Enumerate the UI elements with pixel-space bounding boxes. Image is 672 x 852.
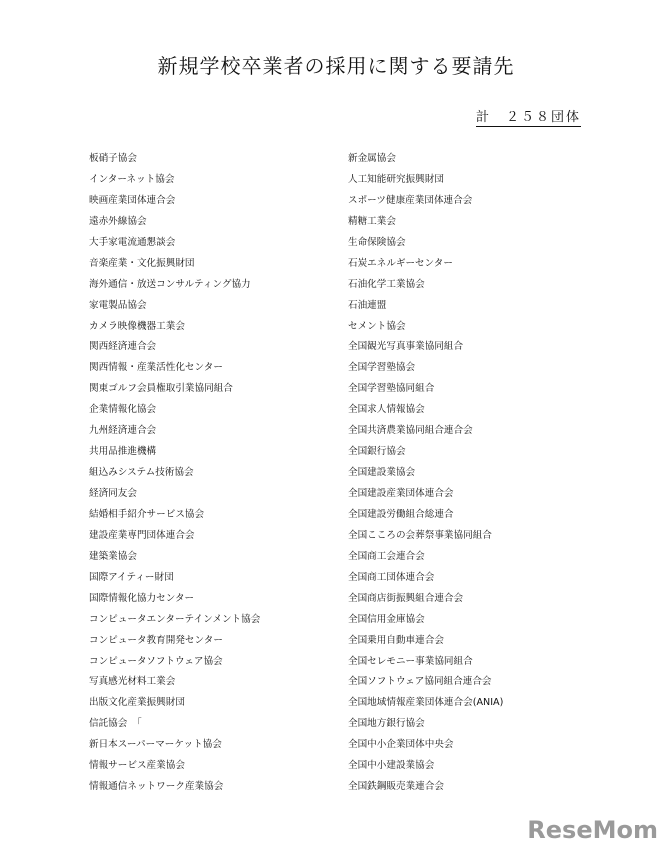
organization-item: 海外通信・放送コンサルティング協力 [89,278,251,290]
organization-item: 板硝子協会 [89,153,137,164]
organization-item: 映画産業団体連合会 [89,194,176,206]
organization-item: 新金属協会 [348,153,396,164]
organization-item: 信託協会 「 [89,718,142,730]
organization-item: コンピュータ教育開発センター [89,634,223,646]
organization-item: 全国共済農業協同組合連合会 [348,425,473,437]
organization-item: スポーツ健康産業団体連合会 [348,194,473,206]
organization-item: 組込みシステム技術協会 [89,467,194,479]
organization-item: 結婚相手紹介サービス協会 [89,508,205,520]
organization-item: 全国鉄鋼販売業連合会 [348,781,444,793]
organization-item: 全国銀行協会 [348,446,406,458]
organization-item: 新日本スーパーマーケット協会 [89,739,222,751]
organization-item: 全国学習塾協会 [348,362,416,374]
organization-item: 全国中小建設業協会 [348,760,435,772]
organization-item: 大手家電流通懇談会 [89,236,176,248]
organization-item: 生命保険協会 [348,236,406,248]
organization-item: コンピュータエンターテインメント協会 [89,613,261,625]
organization-item: 関東ゴルフ会員権取引業協同組合 [89,383,233,395]
organization-item: 九州経済連合会 [89,425,157,437]
organization-item: 石油化学工業協会 [348,278,425,290]
organization-item: 写真感光材料工業会 [89,676,176,688]
organization-item: コンピュータソフトウェア協会 [89,655,223,667]
total-count: 計 ２５８団体 [476,106,581,127]
organization-item: 企業情報化協会 [89,404,157,416]
organization-item: 関西経済連合会 [89,341,157,353]
organization-item: 全国信用金庫協会 [348,613,425,625]
organization-item: 全国中小企業団体中央会 [348,739,454,751]
organization-item: セメント協会 [348,320,406,332]
organization-item: 精糖工業会 [348,215,396,227]
organization-item: 音楽産業・文化振興財団 [89,257,195,269]
organization-list-left [89,149,260,798]
organization-item: 石油連盟 [348,299,387,311]
organization-item: 全国学習塾協同組合 [348,383,435,395]
organization-item: 人工知能研究振興財団 [348,173,444,185]
organization-item: 出版文化産業振興財団 [89,697,185,709]
organization-item: 共用品推進機構 [89,446,157,458]
organization-item: インターネット協会 [89,173,175,185]
organization-item: 石炭エネルギーセンター [348,257,453,269]
organization-item: 国際情報化協力センター [89,592,195,604]
organization-item: 全国求人情報協会 [348,404,425,416]
organization-item: 情報通信ネットワーク産業協会 [89,781,224,793]
organization-item: 全国ソフトウェア協同組合連合会 [348,676,492,688]
organization-item: 経済同友会 [89,488,137,499]
organization-item: 全国乗用自動車連合会 [348,634,444,646]
organization-item: 全国商工会連合会 [348,550,425,562]
organization-item: 国際アイティー財団 [89,571,174,583]
organization-item: 関西情報・産業活性化センター [89,362,223,374]
organization-item: 全国セレモニー事業協同組合 [348,655,473,667]
organization-item: 全国建設業協会 [348,467,416,479]
organization-item: 家電製品協会 [89,299,147,311]
organization-item: 全国こころの会葬祭事業協同組合 [348,529,492,541]
organization-item: 全国地方銀行協会 [348,718,425,730]
organization-item: 全国商工団体連合会 [348,571,435,583]
organization-item: 建設産業専門団体連合会 [89,529,195,541]
organization-item: 遠赤外線協会 [89,215,147,227]
organization-item: 全国地域情報産業団体連合会(ANIA) [348,697,504,709]
organization-item: 情報サービス産業協会 [89,760,185,772]
organization-item: 全国建設労働組合総連合 [348,508,454,520]
resemom-logo: ReseMom [527,816,658,844]
organization-item: 全国観光写真事業協同組合 [348,341,464,353]
organization-list-right [348,149,503,798]
organization-item: 建築業協会 [89,550,137,562]
organization-item: 全国建設産業団体連合会 [348,488,454,499]
document-title: 新規学校卒業者の採用に関する要請先 [157,54,515,78]
organization-item: 全国商店街振興組合連合会 [348,592,464,604]
organization-item: カメラ映像機器工業会 [89,320,185,332]
